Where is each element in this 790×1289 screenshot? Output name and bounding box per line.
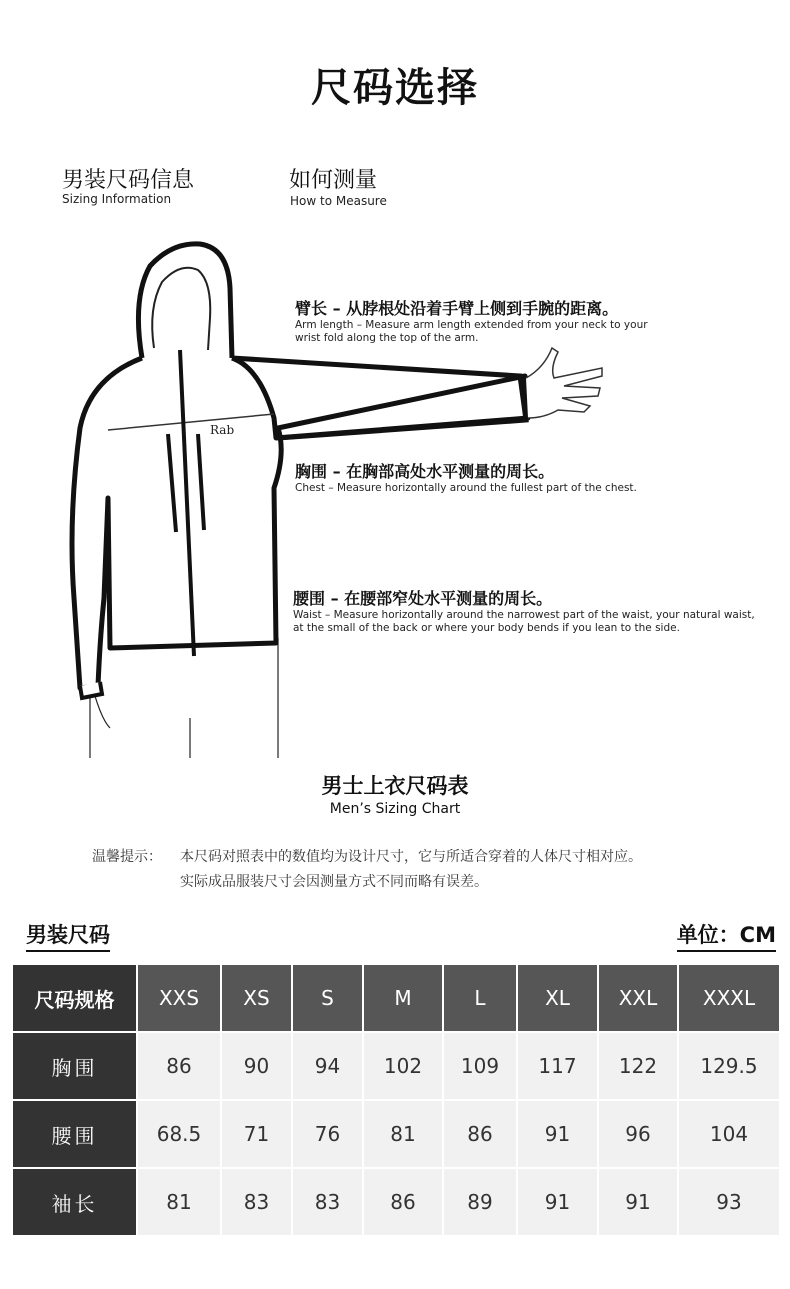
size-header: XS [221, 965, 292, 1032]
table-cell: 129.5 [678, 1032, 780, 1100]
row-label: 腰围 [13, 1100, 137, 1168]
arm-note-en-1: Arm length – Measure arm length extended from your neck to your [295, 319, 648, 331]
jacket-logo: Rab [210, 423, 235, 437]
table-cell: 117 [517, 1032, 598, 1100]
row-label: 胸围 [13, 1032, 137, 1100]
table-cell: 76 [292, 1100, 363, 1168]
table-cell: 68.5 [137, 1100, 221, 1168]
chest-note-en: Chest – Measure horizontally around the fullest part of the chest. [295, 482, 637, 494]
size-header: XXL [598, 965, 678, 1032]
table-cell: 86 [363, 1168, 443, 1236]
arm-note-title: 臂长 – 从脖根处沿着手臂上侧到手腕的距离。 [295, 299, 619, 318]
arm-note-en-2: wrist fold along the top of the arm. [295, 332, 479, 344]
sizing-info-subtitle: Sizing Information [62, 192, 172, 206]
page-title: 尺码选择 [311, 65, 479, 111]
table-cell: 109 [443, 1032, 517, 1100]
table-row-sleeve [13, 1168, 780, 1236]
table-cell: 90 [221, 1032, 292, 1100]
table-cell: 93 [678, 1168, 780, 1236]
table-cell: 104 [678, 1100, 780, 1168]
table-cell: 83 [292, 1168, 363, 1236]
table-label: 男装尺码 [26, 919, 110, 952]
table-cell: 83 [221, 1168, 292, 1236]
size-header: XXS [137, 965, 221, 1032]
size-header: S [292, 965, 363, 1032]
table-cell: 102 [363, 1032, 443, 1100]
table-cell: 81 [137, 1168, 221, 1236]
table-cell: 122 [598, 1032, 678, 1100]
row-label: 袖长 [13, 1168, 137, 1236]
table-cell: 94 [292, 1032, 363, 1100]
table-row-waist [13, 1100, 780, 1168]
table-cell: 86 [443, 1100, 517, 1168]
size-header: XL [517, 965, 598, 1032]
size-header: XXXL [678, 965, 780, 1032]
size-header: L [443, 965, 517, 1032]
table-cell: 86 [137, 1032, 221, 1100]
table-row-chest [13, 1032, 780, 1100]
table-cell: 81 [363, 1100, 443, 1168]
how-to-measure-title: 如何测量 [289, 168, 378, 193]
size-spec-header: 尺码规格 [13, 965, 137, 1032]
chest-note-title: 胸围 – 在胸部高处水平测量的周长。 [295, 462, 555, 481]
waist-note-en-1: Waist – Measure horizontally around the narrowest part of the waist, your natural waist, [293, 609, 755, 621]
table-cell: 91 [517, 1100, 598, 1168]
waist-note-en-2: at the small of the back or where your body bends if you lean to the side. [293, 622, 680, 634]
table-cell: 89 [443, 1168, 517, 1236]
table-cell: 91 [517, 1168, 598, 1236]
sizing-info-title: 男装尺码信息 [62, 168, 195, 193]
size-table [13, 965, 781, 1237]
chart-subtitle: Men’s Sizing Chart [329, 801, 461, 817]
unit-label: 单位：CM [677, 919, 776, 952]
how-to-measure-subtitle: How to Measure [290, 194, 387, 208]
tip-label: 温馨提示： [92, 849, 162, 865]
size-header-row [13, 965, 780, 1032]
waist-note-title: 腰围 – 在腰部窄处水平测量的周长。 [293, 589, 553, 608]
chart-title: 男士上衣尺码表 [321, 774, 469, 798]
table-cell: 91 [598, 1168, 678, 1236]
table-cell: 96 [598, 1100, 678, 1168]
tip-text-line-1: 本尺码对照表中的数值均为设计尺寸，它与所适合穿着的人体尺寸相对应。 [180, 849, 642, 865]
table-cell: 71 [221, 1100, 292, 1168]
size-header: M [363, 965, 443, 1032]
tip-text-line-2: 实际成品服装尺寸会因测量方式不同而略有误差。 [180, 874, 488, 890]
